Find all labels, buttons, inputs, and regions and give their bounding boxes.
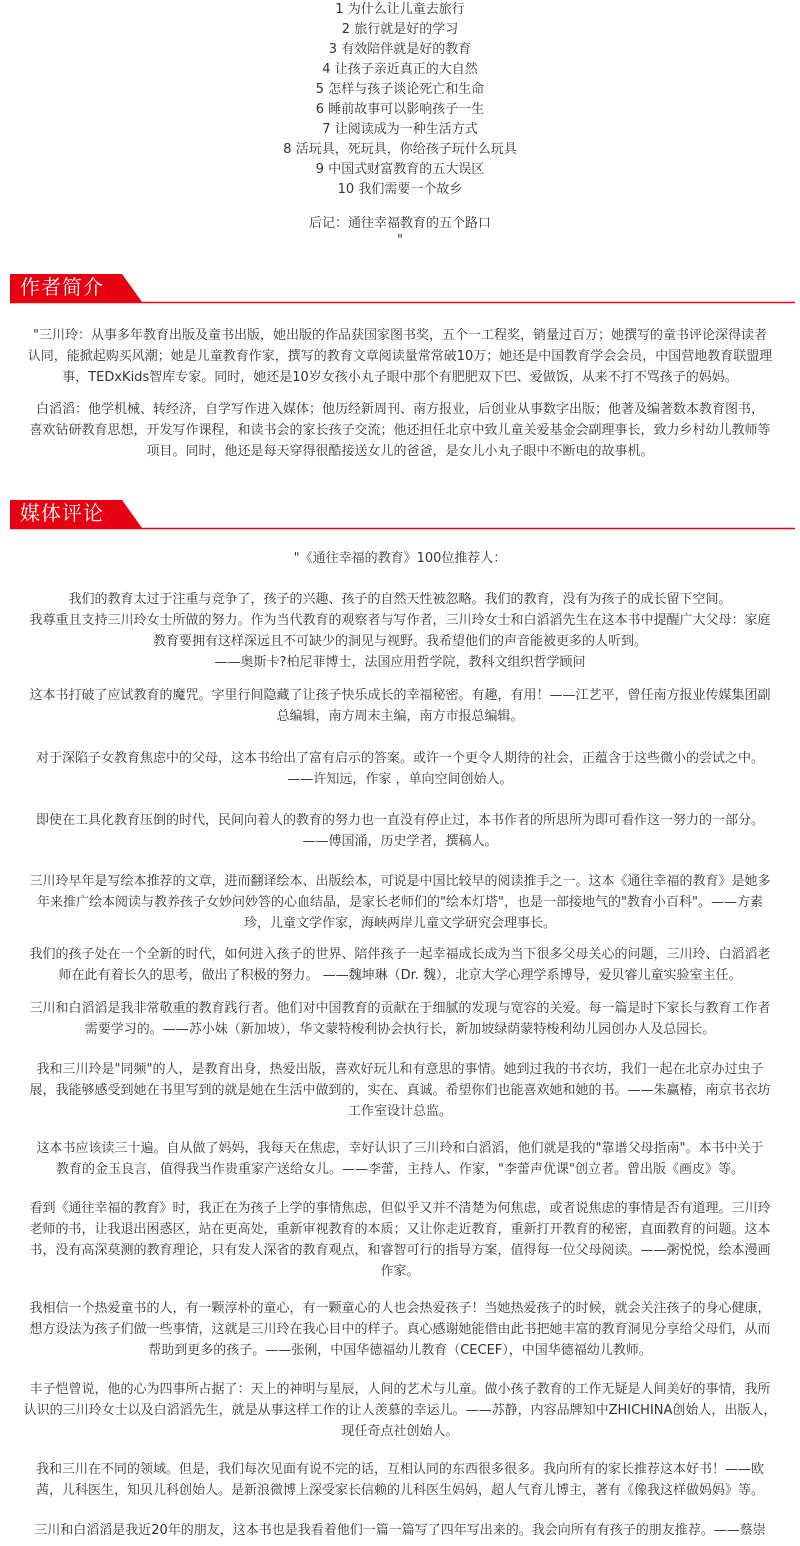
- text-line: 对于深陷子女教育焦虑中的父母，这本书给出了富有启示的答案。或许一个更令人期待的社会，正蕴含于这些微小的尝试之中。: [35, 751, 764, 766]
- text-line: 我们的教育太过于注重与竞争了，孩子的兴趣、孩子的自然天性被忽略。我们的教育，没有为孩子的成长留下空间。: [68, 592, 732, 607]
- text-line: 茜，儿科医生，知贝儿科创始人。是新浪微博上深受家长信赖的儿科医生妈妈，超人气育儿博主，著有《像我这样做妈妈》等。: [35, 1483, 764, 1498]
- text-line: 我们的孩子处在一个全新的时代，如何进入孩子的世界、陪伴孩子一起幸福成长成为当下很多父母关心的问题，三川玲、白滔滔老: [29, 947, 771, 962]
- text-line: 白滔滔：他学机械、转经济，自学写作进入媒体；他历经新周刊、南方报业，后创业从事数字出版；他著及编著数本教育图书，: [35, 402, 764, 417]
- text-line: 珍，儿童文学作家，海峡两岸儿童文学研究会理事长。: [243, 916, 556, 931]
- toc-item: 6 睡前故事可以影响孩子一生: [315, 102, 485, 117]
- toc-item: 8 活玩具，死玩具，你给孩子玩什么玩具: [283, 142, 517, 157]
- text-line: 三川玲早年是写绘本推荐的文章，进而翻译绘本、出版绘本，可说是中国比较早的阅读推手之一。这本《通往幸福的教育》是她多: [29, 874, 771, 889]
- text-line: 我和三川玲是"同频"的人，是教育出身，热爱出版，喜欢好玩儿和有意思的事情。她到过我的书衣坊，我们一起在北京办过虫子: [36, 1062, 764, 1077]
- text-line: 教育要拥有这样深远且不可缺少的洞见与视野。我希望他们的声音能被更多的人听到。: [152, 634, 647, 649]
- review-zhuyingchun: [3, 1059, 797, 1122]
- toc-afterword: 后记：通往幸福教育的五个路口: [308, 216, 491, 231]
- text-line: 我尊重且支持三川玲女士所做的努力。作为当代教育的观察者与写作者，三川玲女士和白滔滔先生在这本书中提醒广大父母：家庭: [29, 613, 771, 628]
- review-ouqian: [3, 1459, 797, 1501]
- review-caichong: [3, 1520, 797, 1541]
- text-line: "《通往幸福的教育》100位推荐人：: [293, 551, 507, 566]
- section-header-banner: [10, 272, 795, 304]
- text-line: 想方设法为孩子们做一些事情，这就是三川玲在我心目中的样子。真心感谢她能借由此书把她丰富的教育洞见分享给父母们，从而: [29, 1322, 771, 1337]
- toc-item: 5 怎样与孩子谈论死亡和生命: [315, 82, 485, 97]
- review-zhouyueyue: [3, 1198, 797, 1282]
- review-lilei: [3, 1138, 797, 1180]
- text-line: 教育的金玉良言，值得我当作贵重家产送给女儿。——李蕾，主持人、作家，"李蕾声优课"创立者。曾出版《画皮》等。: [56, 1162, 744, 1177]
- author-section-title: 作者简介: [20, 275, 104, 299]
- text-line: 喜欢钻研教育思想，开发写作课程，和读书会的家长孩子交流；他还担任北京中致儿童关爱基金会副理事长，致力乡村幼儿教师等: [29, 423, 771, 438]
- text-line: 我和三川在不同的领域。但是，我们每次见面有说不完的话，互相认同的东西很多很多。我向所有的家长推荐这本好书！——欧: [35, 1462, 764, 1477]
- text-line: 三川和白滔滔是我非常敬重的教育践行者。他们对中国教育的贡献在于细腻的发现与宽容的关爱。每一篇是时下家长与教育工作者: [29, 1001, 771, 1016]
- review-fuguoyong: [3, 810, 797, 852]
- text-line: 书，没有高深莫测的教育理论，只有发人深省的教育观点，和睿智可行的指导方案，值得每一位父母阅读。——粥悦悦，绘本漫画: [29, 1243, 771, 1258]
- author-section-header: [10, 272, 795, 304]
- review-zhangli: [3, 1298, 797, 1361]
- text-line: 工作室设计总监。: [347, 1104, 452, 1119]
- review-oscar: [3, 589, 797, 673]
- review-intro: [3, 548, 797, 569]
- text-line: 老师的书，让我退出困惑区，站在更高处，重新审视教育的本质；又让你走近教育，重新打开教育的秘密，直面教育的问题。这本: [29, 1222, 771, 1237]
- author-bio-sanchuanling: [3, 325, 797, 388]
- toc-item: 10 我们需要一个故乡: [337, 182, 463, 197]
- text-line: 展，我能够感受到她在书里写到的就是她在生活中做到的，实在、真诚。希望你们也能喜欢她和她的书。——朱赢椿，南京书衣坊: [29, 1083, 771, 1098]
- section-header-banner: [10, 498, 795, 530]
- review-xuzhiyuan: [3, 748, 797, 790]
- text-line: 帮助到更多的孩子。——张俐，中国华德福幼儿教育（CECEF），中国华德福幼儿教师。: [148, 1343, 652, 1358]
- toc-item: 2 旅行就是好的学习: [341, 22, 459, 37]
- text-line: ——奥斯卡?柏尼菲博士，法国应用哲学院，教科文组织哲学顾问: [214, 655, 586, 670]
- review-weikunlin: [3, 944, 797, 986]
- table-of-contents: [0, 0, 800, 248]
- text-line: 总编辑，南方周末主编，南方市报总编辑。: [276, 709, 524, 724]
- text-line: 认识的三川玲女士以及白滔滔先生，就是从事这样工作的让人羡慕的幸运儿。——苏静，内容品牌知中ZHICHINA创始人，出版人，: [23, 1403, 777, 1418]
- review-fangsuzhen: [3, 871, 797, 934]
- text-line: 我相信一个热爱童书的人，有一颗淳朴的童心，有一颗童心的人也会热爱孩子！当她热爱孩子的时候，就会关注孩子的身心健康，: [29, 1301, 771, 1316]
- text-line: 师在此有着长久的思考，做出了积极的努力。 ——魏坤琳（Dr. 魏），北京大学心理学系博导，爱贝睿儿童实验室主任。: [58, 968, 742, 983]
- text-line: 需要学习的。——苏小妹（新加坡），华文蒙特梭利协会执行长，新加坡绿荫蒙特梭利幼儿园创办人及总园长。: [84, 1022, 716, 1037]
- text-line: 项目。同时，他还是每天穿得很酷接送女儿的爸爸，是女儿小丸子眼中不断电的故事机。: [146, 444, 654, 459]
- text-line: ——许知远，作家 ，单向空间创始人。: [287, 772, 513, 787]
- toc-closing-quote: ": [397, 233, 403, 248]
- text-line: 年来推广绘本阅读与教养孩子女妙问妙答的心血结晶，是家长老师们的"绘本灯塔"，也是一部接地气的"教育小百科"。——方素: [37, 895, 763, 910]
- review-suxiaomei: [3, 998, 797, 1040]
- toc-item: 3 有效陪伴就是好的教育: [328, 42, 472, 57]
- text-line: 即使在工具化教育压倒的时代，民间向着人的教育的努力也一直没有停止过，本书作者的所思所为即可看作这一努力的一部分。: [35, 813, 764, 828]
- text-line: 这本书打破了应试教育的魔咒。字里行间隐藏了让孩子快乐成长的幸福秘密。有趣，有用！——江艺平，曾任南方报业传媒集团副: [29, 688, 771, 703]
- text-line: 三川和白滔滔是我近20年的朋友，这本书也是我看着他们一篇一篇写了四年写出来的。我会向所有有孩子的朋友推荐。——蔡崇: [34, 1523, 766, 1538]
- toc-item: 1 为什么让儿童去旅行: [335, 2, 465, 17]
- review-jiangyiping: [3, 685, 797, 727]
- text-line: 作家。: [380, 1264, 420, 1279]
- text-line: 认同，能掀起购买风潮；她是儿童教育作家，撰写的教育文章阅读量常常破10万；她还是中国教育学会会员，中国营地教育联盟理: [27, 349, 773, 364]
- media-section-header: [10, 498, 795, 530]
- text-line: 这本书应该读三十遍。自从做了妈妈，我每天在焦虑，幸好认识了三川玲和白滔滔，他们就是我的"靠谱父母指南"。本书中关于: [36, 1141, 764, 1156]
- author-bio-baitaotao: [3, 399, 797, 462]
- media-section-title: 媒体评论: [20, 501, 104, 525]
- toc-item: 9 中国式财富教育的五大误区: [315, 162, 485, 177]
- toc-item: 7 让阅读成为一种生活方式: [322, 122, 478, 137]
- review-sujing: [3, 1379, 797, 1442]
- text-line: ——傅国涌，历史学者，撰稿人。: [302, 834, 498, 849]
- toc-item: 4 让孩子亲近真正的大自然: [322, 62, 478, 77]
- text-line: "三川玲：从事多年教育出版及童书出版，她出版的作品获国家图书奖，五个一工程奖，销量过百万；她撰写的童书评论深得读者: [33, 328, 767, 343]
- text-line: 事，TEDxKids智库专家。同时，她还是10岁女孩小丸子眼中那个有肥肥双下巴、爱做饭，从来不打不骂孩子的妈妈。: [62, 370, 738, 385]
- text-line: 现任奇点社创始人。: [341, 1424, 459, 1439]
- text-line: 看到《通往幸福的教育》时，我正在为孩子上学的事情焦虑，但似乎又并不清楚为何焦虑，或者说焦虑的事情是否有道理。三川玲: [29, 1201, 771, 1216]
- text-line: 丰子恺曾说，他的心为四事所占据了：天上的神明与星辰，人间的艺术与儿童。做小孩子教育的工作无疑是人间美好的事情，我所: [29, 1382, 771, 1397]
